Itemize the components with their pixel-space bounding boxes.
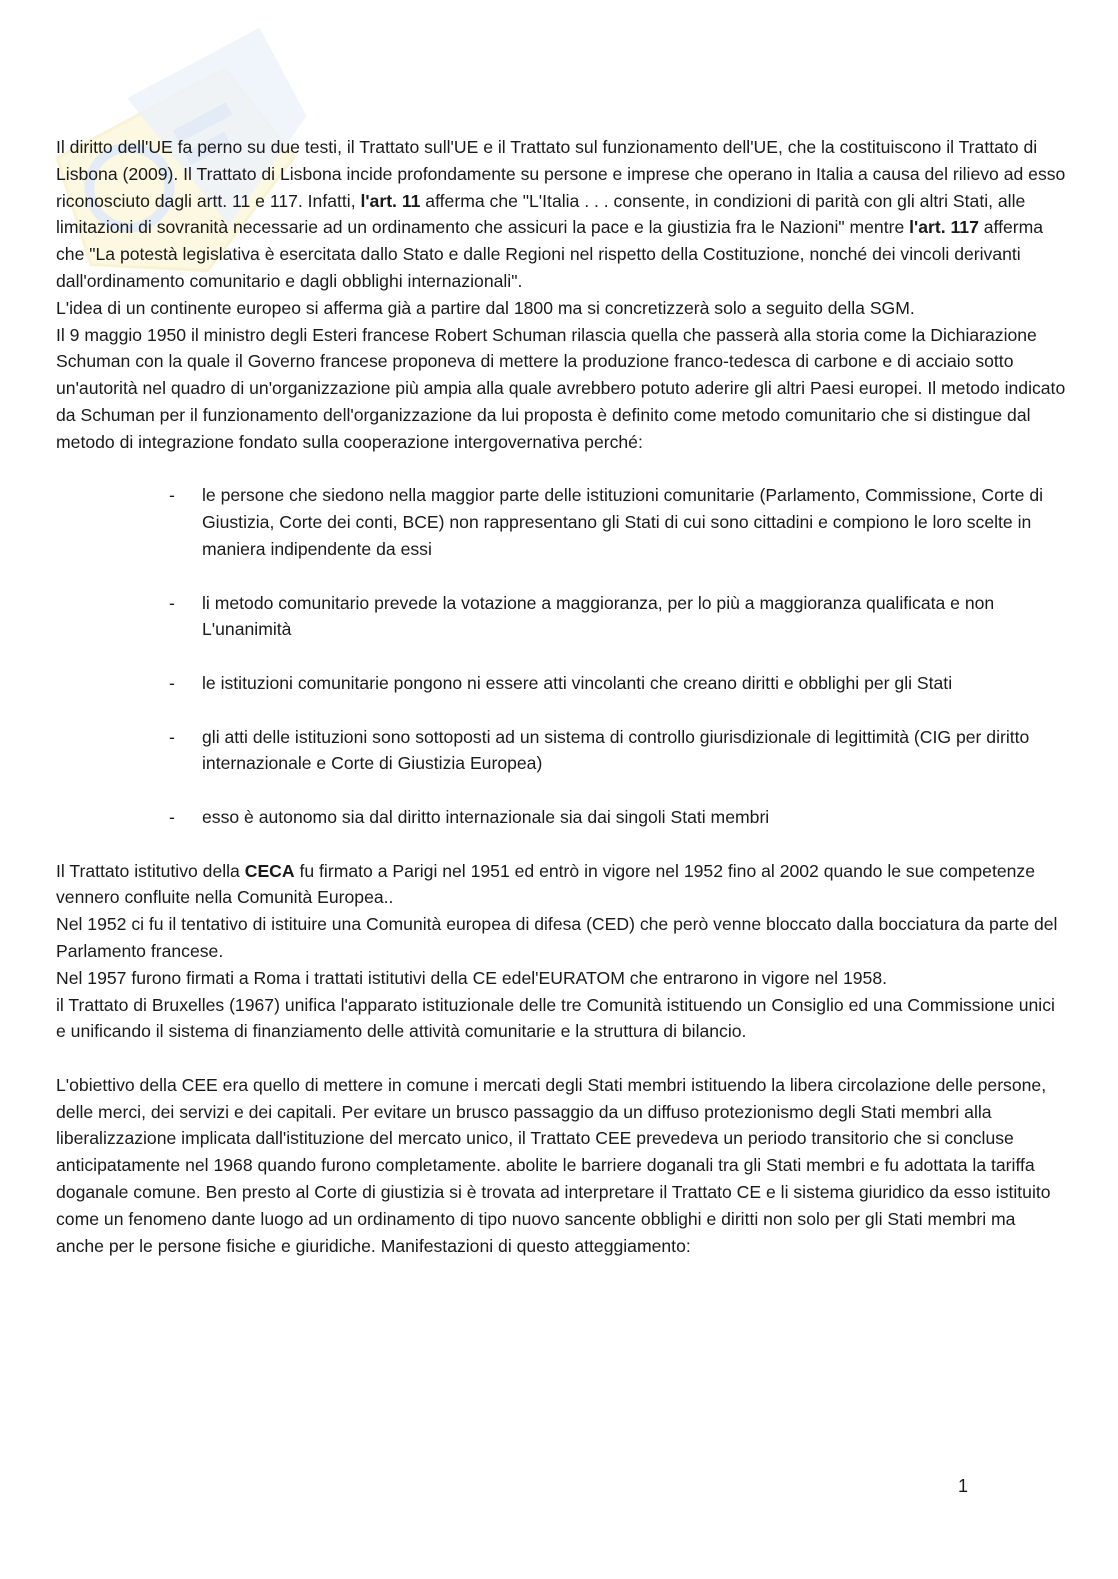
paragraph-ceca bbox=[56, 858, 1066, 912]
page-number: 1 bbox=[958, 1476, 969, 1496]
paragraph-european-idea: L'idea di un continente europeo si afferma già a partire dal 1800 ma si concretizzerà solo a seguito della SGM. bbox=[56, 297, 915, 318]
paragraph-schuman-declaration: Il 9 maggio 1950 il ministro degli Esteri francese Robert Schuman rilascia quella che passerà alla storia come la Dichiarazione Schuman con la quale il Governo francese proponeva di mettere la produzione franco-tedesca di carbone e di acciaio sotto un'autorità nel quadro di un'organizzazione più ampia alla quale avrebbero potuto aderire gli altri Paesi europei. Il metodo indicato da Schuman per il funzionamento dell'organizzazione da lui proposta è definito come metodo comunitario che si distingue dal metodo di integrazione fondato sulla cooperazione intergovernativa perché: bbox=[56, 324, 1066, 452]
bold-ceca: CECA bbox=[244, 860, 295, 881]
paragraph-rome-treaties: Nel 1957 furono firmati a Roma i trattati istitutivi della CE edel'EURATOM che entrarono in vigore nel 1958. bbox=[56, 967, 887, 988]
list-dash: - bbox=[169, 806, 175, 827]
paragraph-text: Il diritto dell'UE fa perno su due testi, il Trattato sull'UE e il Trattato sul funzionamento dell'UE, che la costituiscono il Trattato di Lisbona (2009). Il Trattato di Lisbona incide profondamente su persone e imprese che operano in Italia a causa del rilievo ad esso riconosciuto dagli artt. 11 e 117. Infatti, bbox=[56, 137, 1066, 211]
list-dash: - bbox=[169, 672, 175, 693]
paragraph-cee-objective: L'obiettivo della CEE era quello di mettere in comune i mercati degli Stati membri istituendo la libera circolazione delle persone, delle merci, dei servizi e dei capitali. Per evitare un brusco passaggio da un diffuso protezionismo degli Stati membri alla liberalizzazione implicata dall'istituzione del mercato unico, il Trattato CEE prevedeva un periodo transitorio che si concluse anticipatamente nel 1968 quando furono completamente. abolite le barriere doganali tra gli Stati membri e fu adottata la tariffa doganale comune. Ben presto al Corte di giustizia si è trovata ad interpretare il Trattato CE e li sistema giuridico da esso istituito come un fenomeno dante luogo ad un ordinamento di tipo nuovo sancente obblighi e diritti non solo per gli Stati membri ma anche per le persone fisiche e giuridiche. Manifestazioni di questo atteggiamento: bbox=[56, 1074, 1051, 1256]
list-item-text: li metodo comunitario prevede la votazione a maggioranza, per lo più a maggioranza qualificata e non L'unanimità bbox=[202, 592, 995, 640]
list-item bbox=[56, 482, 1066, 562]
list-item-text: gli atti delle istituzioni sono sottoposti ad un sistema di controllo giurisdizionale di legittimità (CIG per diritto internazionale e Corte di Giustizia Europea) bbox=[202, 726, 1030, 774]
list-item bbox=[56, 804, 1066, 831]
community-method-list bbox=[56, 482, 1066, 830]
paragraph-text: afferma che "L'Italia . . . consente, in condizioni di parità con gli altri Stati, alle limitazioni di sovranità necessarie ad un ordinamento che assicuri la pace e la giustizia fra le Nazioni" mentre bbox=[56, 190, 1026, 238]
paragraph-lisbon-treaty bbox=[56, 134, 1066, 295]
bold-art-117: l'art. 117 bbox=[909, 217, 979, 238]
paragraph-text: afferma che "La potestà legislativa è esercitata dallo Stato e dalle Regioni nel rispetto della Costituzione, nonché dei vincoli derivanti dall'ordinamento comunitario e dagli obblighi internazionali". bbox=[56, 217, 1044, 291]
list-dash: - bbox=[169, 592, 175, 613]
list-item-text: le istituzioni comunitarie pongono ni essere atti vincolanti che creano diritti e obblighi per gli Stati bbox=[202, 672, 953, 693]
list-item-text: le persone che siedono nella maggior parte delle istituzioni comunitarie (Parlamento, Commissione, Corte di Giustizia, Corte dei conti, BCE) non rappresentano gli Stati di cui sono cittadini e compiono le loro scelte in maniera indipendente da essi bbox=[202, 485, 1044, 559]
list-dash: - bbox=[169, 485, 175, 506]
list-dash: - bbox=[169, 726, 175, 747]
paragraph-ced: Nel 1952 ci fu il tentativo di istituire una Comunità europea di difesa (CED) che però venne bloccato dalla bocciatura da parte del Parlamento francese. bbox=[56, 914, 1058, 961]
document-body bbox=[56, 134, 1066, 1259]
list-item bbox=[56, 724, 1066, 778]
list-item bbox=[56, 670, 1066, 697]
list-item bbox=[56, 590, 1066, 644]
bold-art-11: l'art. 11 bbox=[360, 190, 421, 211]
paragraph-text: Il Trattato istitutivo della bbox=[56, 860, 245, 881]
paragraph-text: fu firmato a Parigi nel 1951 ed entrò in vigore nel 1952 fino al 2002 quando le sue competenze vennero confluite nella Comunità Europea.. bbox=[56, 860, 1036, 908]
list-item-text: esso è autonomo sia dal diritto internazionale sia dai singoli Stati membri bbox=[202, 806, 770, 827]
paragraph-brussels-treaty: il Trattato di Bruxelles (1967) unifica l'apparato istituzionale delle tre Comunità istituendo un Consiglio ed una Commissione unici e unificando il sistema di finanziamento delle attività comunitarie e la struttura di bilancio. bbox=[56, 994, 1055, 1042]
